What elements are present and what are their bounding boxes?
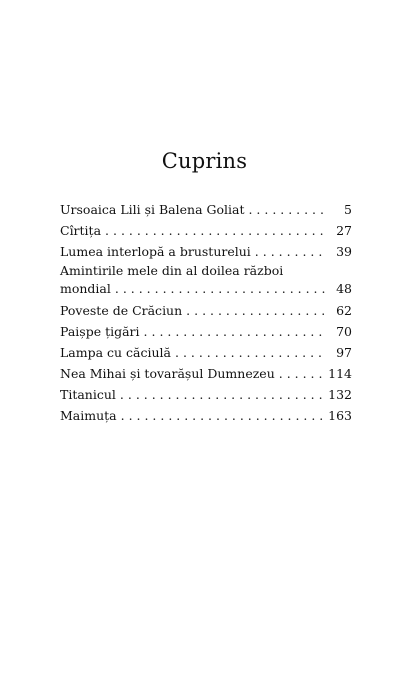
toc-entry-title: Maimuța xyxy=(60,408,117,423)
dot-leader xyxy=(279,363,324,384)
toc-entry-page: 97 xyxy=(336,345,352,360)
toc-entry[interactable] xyxy=(60,262,352,300)
toc-entry-title: Poveste de Crăciun xyxy=(60,303,183,318)
dot-leader xyxy=(121,405,325,426)
toc-entry-title-line2: mondial xyxy=(60,281,111,296)
dot-leader xyxy=(248,199,326,220)
toc-entry-page: 48 xyxy=(336,281,352,296)
toc-entry[interactable] xyxy=(60,241,352,262)
toc-entry-title: Titanicul xyxy=(60,387,116,402)
toc-entry-title-line1: Amintirile mele din al doilea război xyxy=(60,263,284,278)
toc-entry-page: 62 xyxy=(336,303,352,318)
toc-entry-page: 163 xyxy=(328,408,352,423)
toc-entry-title: Lumea interlopă a brusturelui xyxy=(60,244,251,259)
toc-entry-page: 39 xyxy=(336,244,352,259)
toc-entry-title: Ursoaica Lili și Balena Goliat xyxy=(60,202,245,217)
dot-leader xyxy=(115,279,326,298)
dot-leader xyxy=(255,241,326,262)
table-of-contents xyxy=(60,199,352,426)
toc-entry-page: 27 xyxy=(336,223,352,238)
toc-entry-title: Nea Mihai și tovarășul Dumnezeu xyxy=(60,366,275,381)
dot-leader xyxy=(105,220,326,241)
toc-entry[interactable] xyxy=(60,220,352,241)
dot-leader xyxy=(144,321,326,342)
toc-entry[interactable] xyxy=(60,384,352,405)
dot-leader xyxy=(186,300,326,321)
toc-entry[interactable] xyxy=(60,363,352,384)
dot-leader xyxy=(120,384,324,405)
toc-entry[interactable] xyxy=(60,321,352,342)
toc-entry-title: Paișpe țigări xyxy=(60,324,140,339)
toc-entry[interactable] xyxy=(60,199,352,220)
page-title: Cuprins xyxy=(161,149,248,174)
toc-entry-title: Lampa cu căciulă xyxy=(60,345,172,360)
dot-leader xyxy=(175,342,326,363)
toc-entry[interactable] xyxy=(60,342,352,363)
toc-entry-page: 5 xyxy=(344,202,352,217)
toc-entry-page: 70 xyxy=(336,324,352,339)
toc-entry-page: 132 xyxy=(328,387,352,402)
toc-entry[interactable] xyxy=(60,300,352,321)
toc-entry-title: Cîrtița xyxy=(60,223,102,238)
toc-entry[interactable] xyxy=(60,405,352,426)
toc-entry-page: 114 xyxy=(328,366,352,381)
